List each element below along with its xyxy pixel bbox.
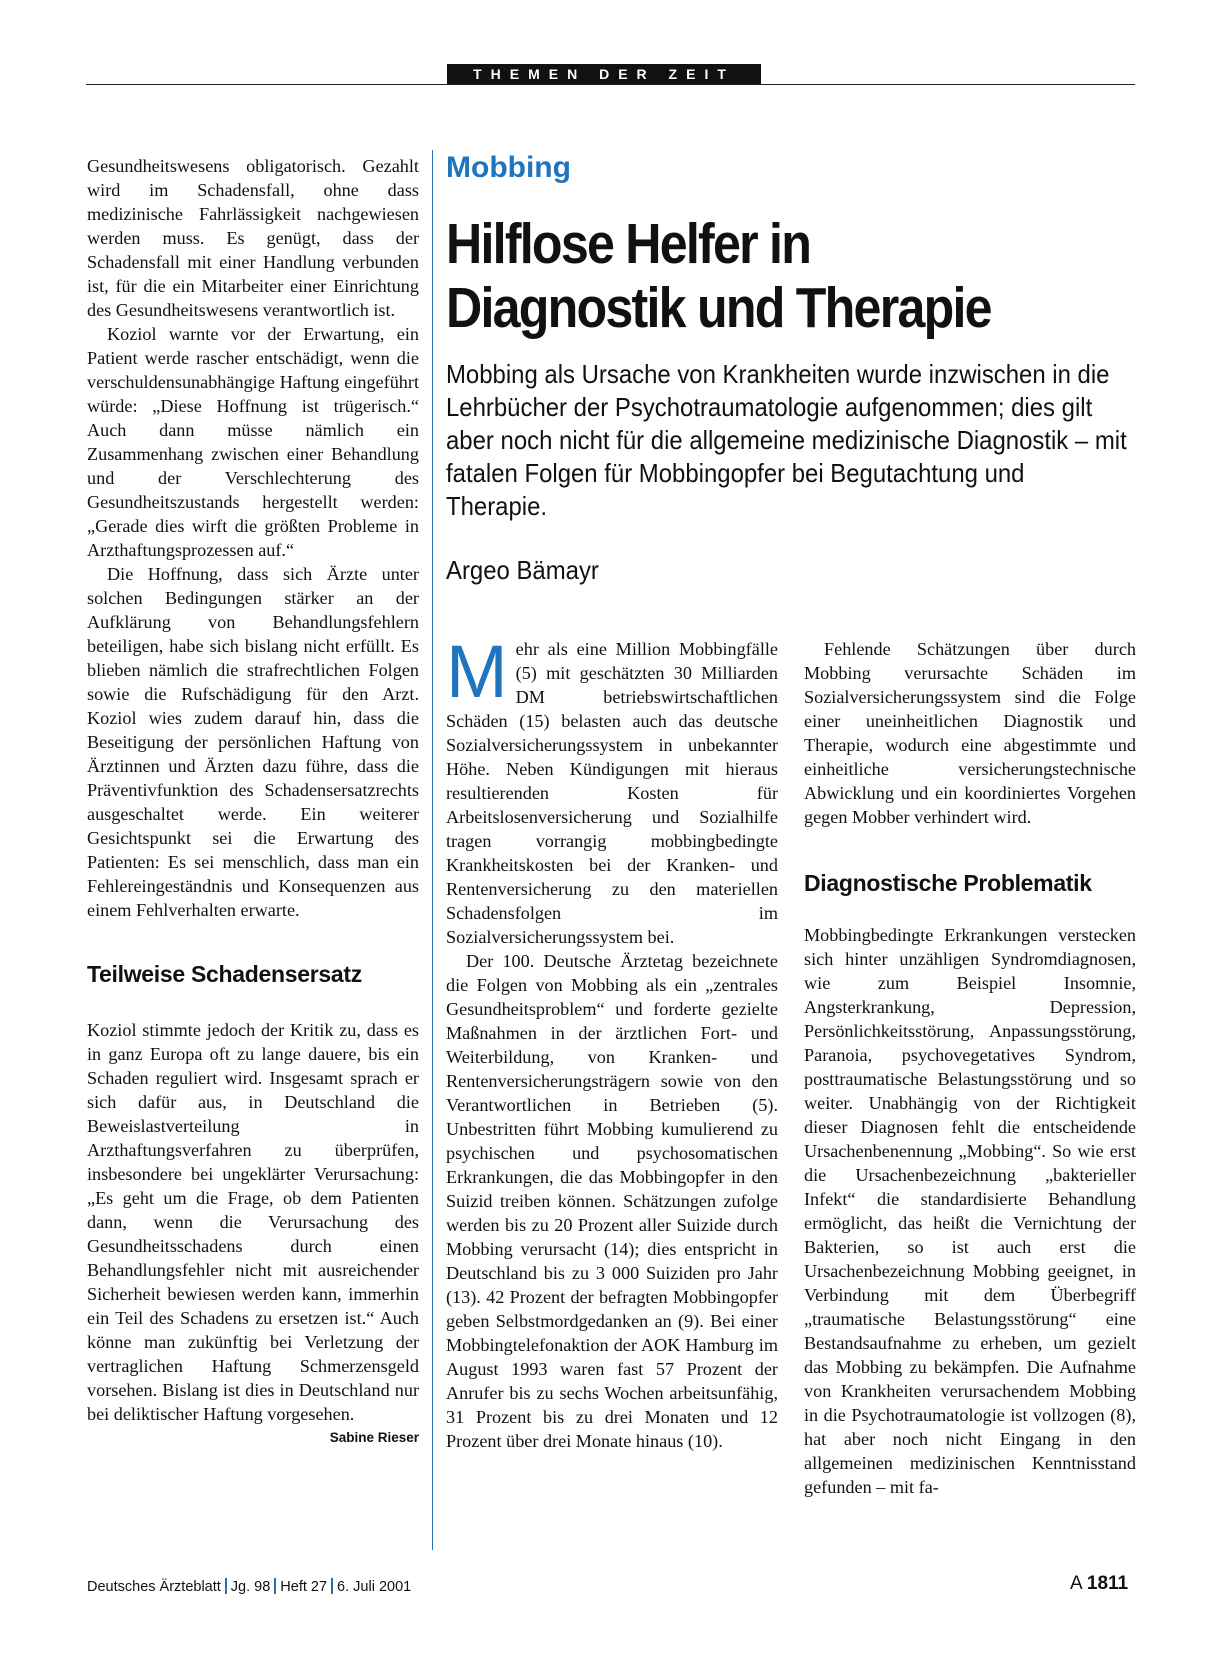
- footer-issue: Heft 27: [280, 1579, 328, 1595]
- section-label: THEMEN DER ZEIT: [447, 64, 761, 84]
- right-column: [804, 637, 1136, 1499]
- footer-date: 6. Juli 2001: [337, 1579, 412, 1595]
- left-column: [87, 154, 419, 1450]
- middle-paragraph-2: Der 100. Deutsche Ärztetag bezeichnete die Folgen von Mobbing als ein „zentrales Gesundheitsproblem“ und forderte gezielte Maßnahmen in der ärztlichen Fort- und Weiterbildung, von Kranken- und Rentenversicherungsträgern sowie von den Verantwortlichen in Betrieben (5). Unbestritten führt Mobbing kumulierend zu psychischen und psychosomatischen Erkrankungen, die das Mobbingopfer in den Suizid treiben können. Schätzungen zufolge werden bis zu 20 Prozent aller Suizide durch Mobbing verursacht (14); dies entspricht in Deutschland bis zu 3 000 Suiziden pro Jahr (13). 42 Prozent der befragten Mobbingopfer geben Selbstmordgedanken an (9). Bei einer Mobbingtelefonaktion der AOK Hamburg im August 1993 waren fast 57 Prozent der Anrufer bis zu sechs Wochen arbeitsunfähig, 31 Prozent bis zu drei Monaten und 12 Prozent über drei Monate hinaus (10).: [446, 951, 778, 1451]
- page-number: [1070, 1573, 1128, 1595]
- left-paragraph-3: Die Hoffnung, dass sich Ärzte unter solchen Bedingungen stärker an der Aufklärung von Behandlungsfehlern beteiligen, habe sich bislang nicht erfüllt. Es blieben nämlich die strafrechtlichen Folgen sowie die Rufschädigung für den Arzt. Koziol wies zudem darauf hin, dass die Beseitigung der persönlichen Haftung von Ärztinnen und Ärzten dazu führe, dass die Präventivfunktion des Schadensersatzrechts ausgeschaltet werde. Ein weiterer Gesichtspunkt sei die Erwartung des Patienten: Es sei menschlich, dass man ein Fehlereingeständnis und Konsequenzen aus einem Fehlverhalten erwarte.: [87, 564, 419, 920]
- footer-separator: [274, 1578, 276, 1594]
- right-subheading: Diagnostische Problematik: [804, 870, 1092, 896]
- section-header: [86, 64, 1135, 86]
- middle-paragraph-1-text: ehr als eine Million Mobbingfälle (5) mit geschätzten 30 Milliarden DM betriebswirtschaftlichen Schäden (15) belasten auch das deutsche Sozialversicherungssystem in unbekannter Höhe. Neben Kündigungen mit hieraus resultierenden Kosten für Arbeitslosenversicherung und Sozialhilfe tragen vorrangig mobbingbedingte Krankheitskosten bei der Kranken- und Rentenversicherung zu den materiellen Schadensfolgen im Sozialversicherungssystem bei.: [446, 639, 778, 947]
- article-headline: [446, 212, 1080, 340]
- footer-separator: [225, 1578, 227, 1594]
- article-lead: Mobbing als Ursache von Krankheiten wurde inzwischen in die Lehrbücher der Psychotraumatologie aufgenommen; dies gilt aber noch nicht für die allgemeine medizinische Diagnostik – mit fatalen Folgen für Mobbingopfer bei Begutachtung und Therapie.: [446, 359, 1127, 521]
- dropcap-letter: M: [446, 630, 508, 713]
- left-paragraph-1: Gesundheitswesens obligatorisch. Gezahlt wird im Schadensfall, ohne dass medizinische Fahrlässigkeit nachgewiesen werden muss. Es genügt, dass der Schadensfall mit einer Handlung verbunden ist, für die ein Mitarbeiter einer Einrichtung des Gesundheitswesens verantwortlich ist.: [87, 156, 419, 320]
- footer-volume: Jg. 98: [230, 1579, 271, 1595]
- left-subheading: Teilweise Schadensersatz: [87, 961, 362, 987]
- article-author: Argeo Bämayr: [446, 555, 599, 585]
- headline-line-1: Hilflose Helfer in: [446, 212, 811, 276]
- footer-citation: [87, 1578, 411, 1595]
- article-signature: Sabine Rieser: [329, 1430, 419, 1445]
- left-paragraph-4-text: Koziol stimmte jedoch der Kritik zu, dass es in ganz Europa oft zu lange dauere, bis ein Schaden reguliert wird. Insgesamt sprach er sich dafür aus, in Deutschland die Beweislastverteilung in Arzthaftungsverfahren zu überprüfen, insbesondere bei ungeklärter Verursachung: „Es geht um die Frage, ob dem Patienten dann, wenn die Verursachung des Gesundheitsschadens durch einen Behandlungsfehler nicht mit ausreichender Sicherheit bewiesen werden kann, immerhin ein Teil des Schadens zu ersetzen ist.“ Auch könne man zukünftig bei Verletzung der vertraglichen Haftung Schmerzensgeld vorsehen. Bislang ist dies in Deutschland nur bei deliktischer Haftung vorgesehen.: [87, 1020, 419, 1424]
- middle-paragraph-1: [446, 630, 778, 949]
- footer-journal: Deutsches Ärzteblatt: [87, 1579, 221, 1595]
- middle-column: [446, 630, 778, 1453]
- column-divider: [432, 150, 433, 1550]
- left-paragraph-4: [87, 1018, 419, 1445]
- right-paragraph-1: Fehlende Schätzungen über durch Mobbing verursachte Schäden im Sozialversicherungssystem sind die Folge einer uneinheitlichen Diagnostik und Therapie, wodurch eine abgestimmte und einheitliche versicherungstechnische Abwicklung und ein koordiniertes Vorgehen gegen Mobber verhindert wird.: [804, 639, 1136, 827]
- header-rule: [86, 84, 1135, 85]
- right-paragraph-2: Mobbingbedingte Erkrankungen verstecken sich hinter unzähligen Syndromdiagnosen, wie zum Beispiel Insomnie, Angsterkrankung, Depression, Persönlichkeitsstörung, Anpassungsstörung, Paranoia, psychovegetatives Syndrom, posttraumatische Belastungsstörung und so weiter. Unabhängig von der Richtigkeit dieser Diagnosen fehlt die entscheidende Ursachenbenennung „Mobbing“. So wie erst die Ursachenbezeichnung „bakterieller Infekt“ die standardisierte Behandlung ermöglicht, das heißt die Vernichtung der Bakterien, so ist auch erst die Ursachenbezeichnung Mobbing geeignet, in Verbindung mit dem Überbegriff „traumatische Belastungsstörung“ eine Bestandsaufnahme zu erheben, um gezielt das Mobbing zu bekämpfen. Die Aufnahme von Krankheiten verursachendem Mobbing in die Psychotraumatologie ist vollzogen (8), hat aber noch nicht Eingang in den allgemeinen medizinischen Kenntnisstand gefunden – mit fa-: [804, 925, 1136, 1497]
- article-kicker: Mobbing: [446, 151, 571, 184]
- page-prefix: A: [1070, 1573, 1082, 1594]
- left-paragraph-2: Koziol warnte vor der Erwartung, ein Patient werde rascher entschädigt, wenn die verschuldensunabhängige Haftung eingeführt würde: „Diese Hoffnung ist trügerisch.“ Auch dann müsse nämlich ein Zusammenhang zwischen einer Behandlung und der Verschlechterung des Gesundheitszustands hergestellt werden: „Gerade dies wirft die größten Probleme in Arzthaftungsprozessen auf.“: [87, 324, 419, 560]
- headline-line-2: Diagnostik und Therapie: [446, 276, 991, 340]
- footer-separator: [331, 1578, 333, 1594]
- page-number-value: 1811: [1086, 1573, 1129, 1594]
